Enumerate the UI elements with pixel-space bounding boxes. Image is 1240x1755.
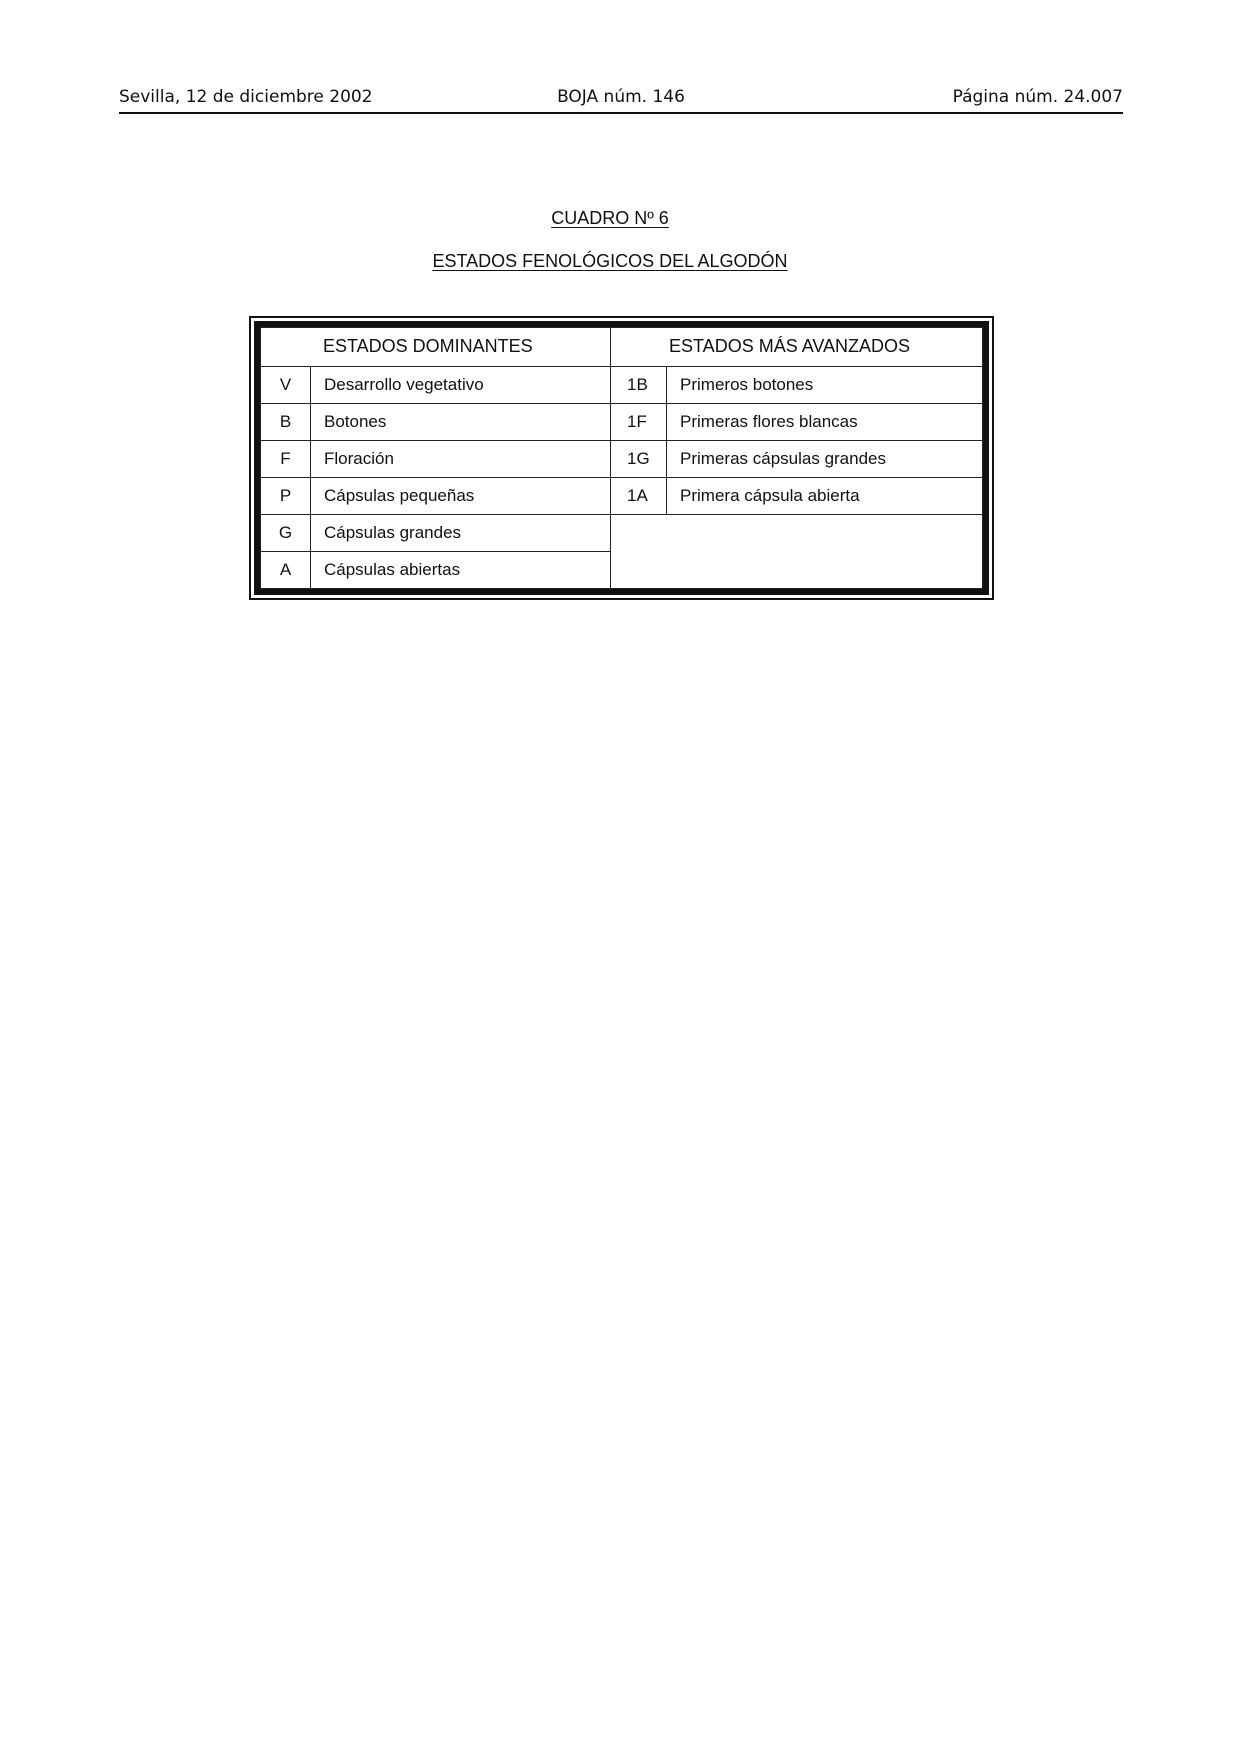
table-row — [261, 514, 983, 551]
dominant-label: Botones — [311, 403, 611, 440]
table-row — [261, 366, 983, 403]
advanced-label: Primeros botones — [667, 366, 983, 403]
dominant-code: A — [261, 551, 311, 588]
empty-advanced-cell — [611, 514, 983, 588]
header-advanced-stages: ESTADOS MÁS AVANZADOS — [611, 328, 983, 367]
header-bulletin-number: BOJA núm. 146 — [557, 87, 685, 107]
advanced-label: Primeras cápsulas grandes — [667, 440, 983, 477]
dominant-label: Floración — [311, 440, 611, 477]
advanced-code: 1B — [611, 366, 667, 403]
header-dominant-stages: ESTADOS DOMINANTES — [261, 328, 611, 367]
dominant-code: B — [261, 403, 311, 440]
table-row — [261, 440, 983, 477]
dominant-code: G — [261, 514, 311, 551]
table-row — [261, 403, 983, 440]
dominant-label: Cápsulas grandes — [311, 514, 611, 551]
advanced-label: Primera cápsula abierta — [667, 477, 983, 514]
table-row — [261, 477, 983, 514]
header-date: Sevilla, 12 de diciembre 2002 — [119, 87, 373, 107]
dominant-code: F — [261, 440, 311, 477]
dominant-code: P — [261, 477, 311, 514]
table-title: ESTADOS FENOLÓGICOS DEL ALGODÓN — [432, 251, 788, 271]
dominant-label: Cápsulas abiertas — [311, 551, 611, 588]
dominant-code: V — [261, 366, 311, 403]
stages-table-inner-border — [254, 321, 989, 595]
advanced-code: 1G — [611, 440, 667, 477]
phenological-stages-table — [260, 327, 983, 589]
advanced-code: 1F — [611, 403, 667, 440]
table-number: CUADRO Nº 6 — [551, 208, 669, 228]
advanced-code: 1A — [611, 477, 667, 514]
dominant-label: Cápsulas pequeñas — [311, 477, 611, 514]
advanced-label: Primeras flores blancas — [667, 403, 983, 440]
page-header — [119, 86, 1123, 114]
table-header-row — [261, 328, 983, 367]
dominant-label: Desarrollo vegetativo — [311, 366, 611, 403]
stages-table-frame — [249, 316, 994, 600]
header-page-number: Página núm. 24.007 — [952, 87, 1123, 107]
